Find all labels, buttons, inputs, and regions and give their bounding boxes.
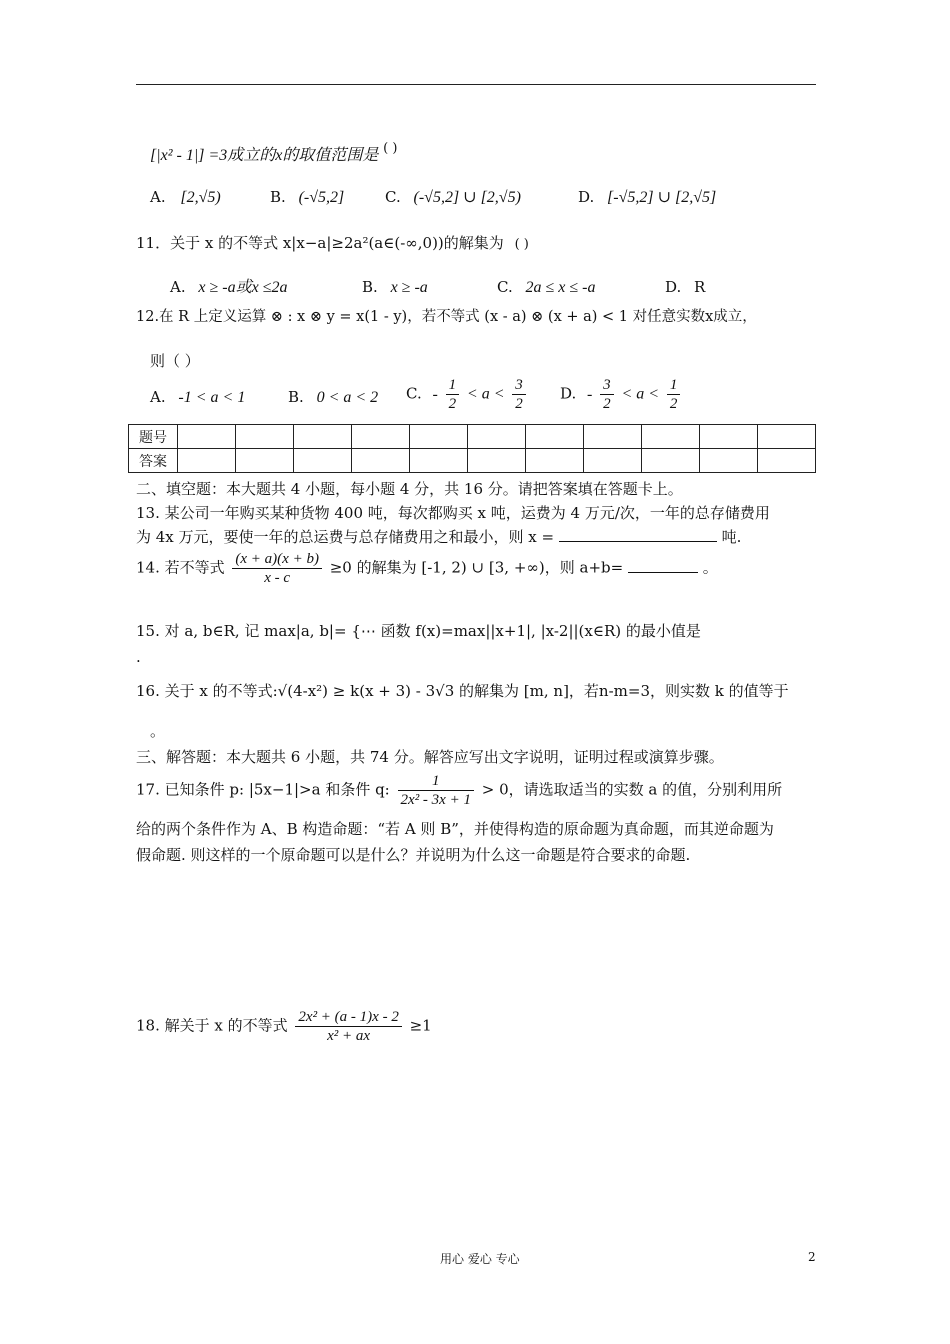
q14-answer-blank[interactable] (628, 558, 698, 573)
table-cell (642, 449, 700, 473)
q12-d-fraction-right: $\frac{1}{2}$ (667, 376, 681, 413)
q12-d-fraction-left: $\frac{3}{2}$ (600, 376, 614, 413)
q16-line2: 。 (150, 722, 166, 740)
q13-answer-blank[interactable] (559, 527, 717, 542)
table-header-question-number: 题号 (129, 425, 178, 449)
q10-option-c: C. (-√5,2] ∪ [2,√5) (385, 188, 521, 206)
q12-stem: 12.在 R 上定义运算 ⊗ : x ⊗ y = x(1 - y)，若不等式 (x - a) ⊗ (x + a) < 1 对任意实数x成立， (136, 309, 757, 325)
table-cell (468, 449, 526, 473)
q13-line1: 13. 某公司一年购买某种货物 400 吨，每次都购买 x 吨，运费为 4 万元/次，一年的总存储费用 (136, 504, 770, 522)
table-cell (584, 449, 642, 473)
q12-stem-then: 则（ ） (150, 352, 200, 370)
table-cell (410, 449, 468, 473)
q10-option-b: B. (-√5,2] (270, 188, 345, 206)
q11-option-a: A. x ≥ -a或x ≤2a (170, 278, 288, 296)
q13-line2: 为 4x 万元，要使一年的总运费与总存储费用之和最小，则 x = 吨. (136, 528, 742, 546)
q12-option-a: A. -1 < a < 1 (150, 388, 246, 406)
q12-option-b: B. 0 < a < 2 (288, 388, 379, 406)
table-cell (584, 425, 642, 449)
table-cell (178, 449, 236, 473)
table-cell (526, 449, 584, 473)
q11-option-b: B. x ≥ -a (362, 278, 428, 296)
q10-option-d: D. [-√5,2] ∪ [2,√5] (578, 188, 717, 206)
table-cell (642, 425, 700, 449)
q17-line2: 给的两个条件作为 A、B 构造命题：“若 A 则 B”，并使得构造的原命题为真命题，而其逆命题为 (136, 820, 774, 838)
q15-line: 15. 对 a, b∈R, 记 max|a, b|= {⋯ 函数 f(x)=max||x+1|, |x-2||(x∈R) 的最小值是 (136, 622, 701, 640)
table-cell (758, 425, 816, 449)
q11-option-c: C. 2a ≤ x ≤ -a (497, 278, 596, 296)
q14-line: 14. 若不等式 $\frac{(x + a)(x + b)}{x - c}$ ≥0 的解集为 [-1, 2) ∪ [3, +∞)，则 a+b= 。 (136, 551, 718, 586)
table-cell (236, 425, 294, 449)
footer-motto: 用心 爱心 专心 (440, 1252, 520, 1266)
table-cell (352, 425, 410, 449)
q10-option-a: A. [2,√5) (150, 188, 221, 206)
table-row (129, 425, 816, 449)
q17-line1: 17. 已知条件 p: |5x−1|>a 和条件 q: $\frac{1}{\text{2x² - 3x + 1}}$ > 0，请选取适当的实数 a 的值，分别利用所 (136, 773, 783, 808)
q10-answer-paren: ( ) (383, 141, 398, 156)
q11-answer-paren: ( ) (514, 237, 529, 252)
q15-line2: . (136, 648, 141, 666)
table-cell (758, 449, 816, 473)
table-cell (294, 449, 352, 473)
q18-line: 18. 解关于 x 的不等式 $\frac{\text{2x² + (a - 1)x - 2}}{\text{x² + ax}}$ ≥1 (136, 1009, 432, 1044)
q12-option-c: C. - $\frac{1}{2}$ < a < $\frac{3}{2}$ (406, 376, 529, 413)
q16-line: 16. 关于 x 的不等式:√(4-x²) ≥ k(x + 3) - 3√3 的解集为 [m, n]，若n-m=3，则实数 k 的值等于 (136, 682, 789, 700)
q10-stem-text: [|x² - 1|] =3成立的x的取值范围是 (150, 147, 379, 164)
q11-option-d: D. R (665, 278, 706, 296)
table-cell (526, 425, 584, 449)
q12-option-d: D. - $\frac{3}{2}$ < a < $\frac{1}{2}$ (560, 376, 683, 413)
table-cell (294, 425, 352, 449)
q18-fraction: $\frac{\text{2x² + (a - 1)x - 2}}{\text{x² + ax}}$ (295, 1008, 401, 1045)
section-2-heading: 二、填空题：本大题共 4 小题，每小题 4 分，共 16 分。请把答案填在答题卡上。 (136, 480, 683, 498)
table-cell (352, 449, 410, 473)
table-cell (700, 449, 758, 473)
header-rule (136, 84, 816, 85)
table-cell (410, 425, 468, 449)
section-3-heading: 三、解答题：本大题共 6 小题，共 74 分。解答应写出文字说明，证明过程或演算步骤。 (136, 748, 724, 766)
table-cell (178, 425, 236, 449)
table-row (129, 449, 816, 473)
q11-stem: 11．关于 x 的不等式 x|x−a|≥2a²(a∈(-∞,0))的解集为 ( ) (136, 234, 529, 252)
q12-c-fraction-right: $\frac{3}{2}$ (512, 376, 526, 413)
q12-c-fraction-left: $\frac{1}{2}$ (446, 376, 460, 413)
table-cell (236, 449, 294, 473)
answer-table (128, 424, 816, 473)
q14-fraction: $\frac{(x + a)(x + b)}{x - c}$ (232, 550, 322, 587)
q17-line3: 假命题. 则这样的一个原命题可以是什么？并说明为什么这一命题是符合要求的命题. (136, 846, 691, 864)
q17-fraction: $\frac{1}{\text{2x² - 3x + 1}}$ (398, 772, 474, 809)
table-cell (700, 425, 758, 449)
table-cell (468, 425, 526, 449)
table-header-answer: 答案 (129, 449, 178, 473)
q10-stem (150, 138, 397, 167)
page-number: 2 (808, 1250, 816, 1264)
